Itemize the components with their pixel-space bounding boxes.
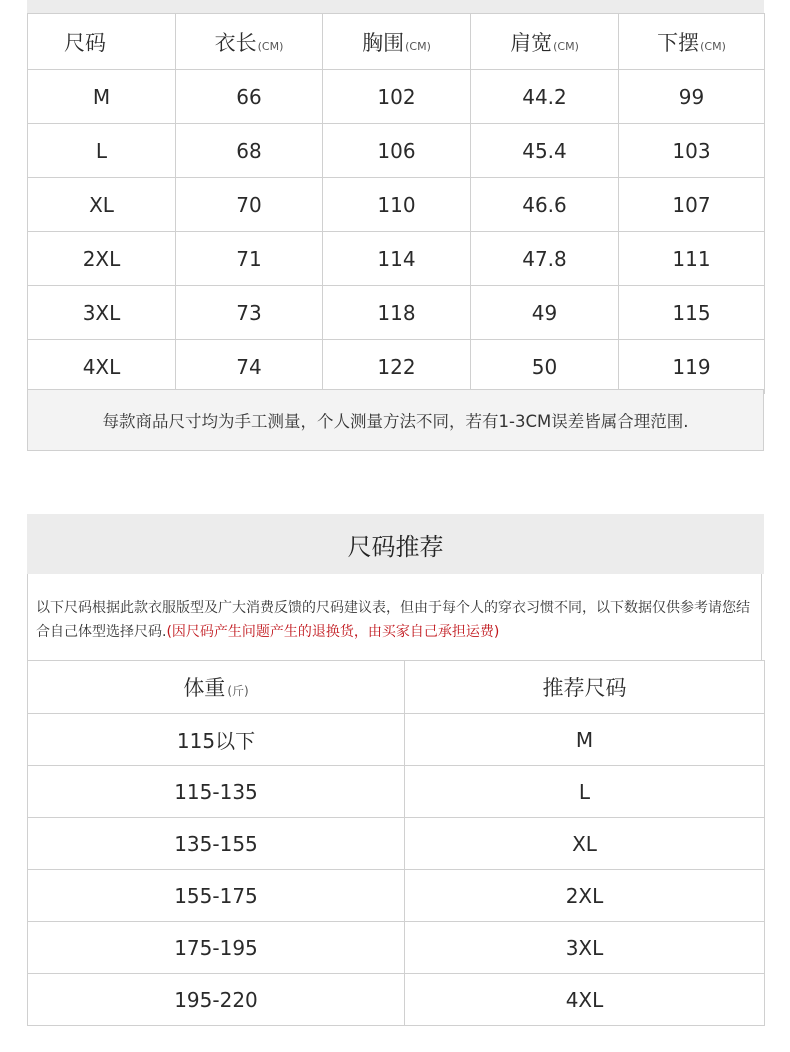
table-row bbox=[28, 232, 765, 286]
table-row bbox=[28, 178, 765, 232]
header-chest: 胸围(CM) bbox=[323, 14, 471, 70]
return-policy-warning: (因尺码产生问题产生的退换货，由买家自己承担运费) bbox=[166, 624, 500, 640]
length-cell: 70 bbox=[176, 178, 323, 232]
table-row bbox=[28, 124, 765, 178]
length-cell: 66 bbox=[176, 70, 323, 124]
recommended-size-cell: 2XL bbox=[405, 870, 765, 922]
recommended-size-cell: 4XL bbox=[405, 974, 765, 1026]
size-cell: XL bbox=[28, 178, 176, 232]
hem-cell: 119 bbox=[619, 340, 765, 394]
shoulder-cell: 49 bbox=[471, 286, 619, 340]
table-row bbox=[28, 818, 765, 870]
length-cell: 68 bbox=[176, 124, 323, 178]
recommended-size-cell: L bbox=[405, 766, 765, 818]
recommended-size-cell: XL bbox=[405, 818, 765, 870]
size-cell: 3XL bbox=[28, 286, 176, 340]
size-cell: M bbox=[28, 70, 176, 124]
header-weight: 体重 (斤) bbox=[28, 661, 405, 714]
chest-cell: 106 bbox=[323, 124, 471, 178]
size-cell: 4XL bbox=[28, 340, 176, 394]
header-length: 衣长(CM) bbox=[176, 14, 323, 70]
chest-cell: 110 bbox=[323, 178, 471, 232]
hem-cell: 115 bbox=[619, 286, 765, 340]
table-row bbox=[28, 974, 765, 1026]
table-row bbox=[28, 922, 765, 974]
size-cell: L bbox=[28, 124, 176, 178]
size-chart-header-row bbox=[28, 14, 765, 70]
size-chart-table bbox=[27, 13, 765, 394]
hem-cell: 111 bbox=[619, 232, 765, 286]
recommend-table bbox=[27, 660, 765, 1026]
measurement-note: 每款商品尺寸均为手工测量，个人测量方法不同，若有1-3CM误差皆属合理范围. bbox=[27, 389, 764, 451]
length-cell: 73 bbox=[176, 286, 323, 340]
weight-cell: 115以下 bbox=[28, 714, 405, 766]
header-recommended-size: 推荐尺码 bbox=[405, 661, 765, 714]
shoulder-cell: 47.8 bbox=[471, 232, 619, 286]
chest-cell: 114 bbox=[323, 232, 471, 286]
recommended-size-cell: 3XL bbox=[405, 922, 765, 974]
chest-cell: 118 bbox=[323, 286, 471, 340]
weight-cell: 175-195 bbox=[28, 922, 405, 974]
table-row bbox=[28, 340, 765, 394]
top-band bbox=[27, 0, 764, 13]
hem-cell: 103 bbox=[619, 124, 765, 178]
weight-cell: 195-220 bbox=[28, 974, 405, 1026]
table-row bbox=[28, 766, 765, 818]
shoulder-cell: 50 bbox=[471, 340, 619, 394]
recommend-description bbox=[27, 574, 762, 660]
weight-cell: 135-155 bbox=[28, 818, 405, 870]
chest-cell: 102 bbox=[323, 70, 471, 124]
weight-cell: 115-135 bbox=[28, 766, 405, 818]
length-cell: 74 bbox=[176, 340, 323, 394]
recommend-desc-text: 以下尺码根据此款衣服版型及广大消费反馈的尺码建议表，但由于每个人的穿衣习惯不同，以下数据仅供参考请您结合自己体型选择尺码. bbox=[36, 600, 750, 640]
table-row bbox=[28, 70, 765, 124]
header-size: 尺码 bbox=[28, 14, 176, 70]
length-cell: 71 bbox=[176, 232, 323, 286]
recommend-header-row bbox=[28, 661, 765, 714]
chest-cell: 122 bbox=[323, 340, 471, 394]
table-row bbox=[28, 714, 765, 766]
table-row bbox=[28, 286, 765, 340]
recommend-title: 尺码推荐 bbox=[27, 514, 764, 574]
hem-cell: 107 bbox=[619, 178, 765, 232]
shoulder-cell: 45.4 bbox=[471, 124, 619, 178]
header-hem: 下摆(CM) bbox=[619, 14, 765, 70]
hem-cell: 99 bbox=[619, 70, 765, 124]
shoulder-cell: 46.6 bbox=[471, 178, 619, 232]
shoulder-cell: 44.2 bbox=[471, 70, 619, 124]
header-shoulder: 肩宽(CM) bbox=[471, 14, 619, 70]
table-row bbox=[28, 870, 765, 922]
recommended-size-cell: M bbox=[405, 714, 765, 766]
weight-cell: 155-175 bbox=[28, 870, 405, 922]
size-cell: 2XL bbox=[28, 232, 176, 286]
